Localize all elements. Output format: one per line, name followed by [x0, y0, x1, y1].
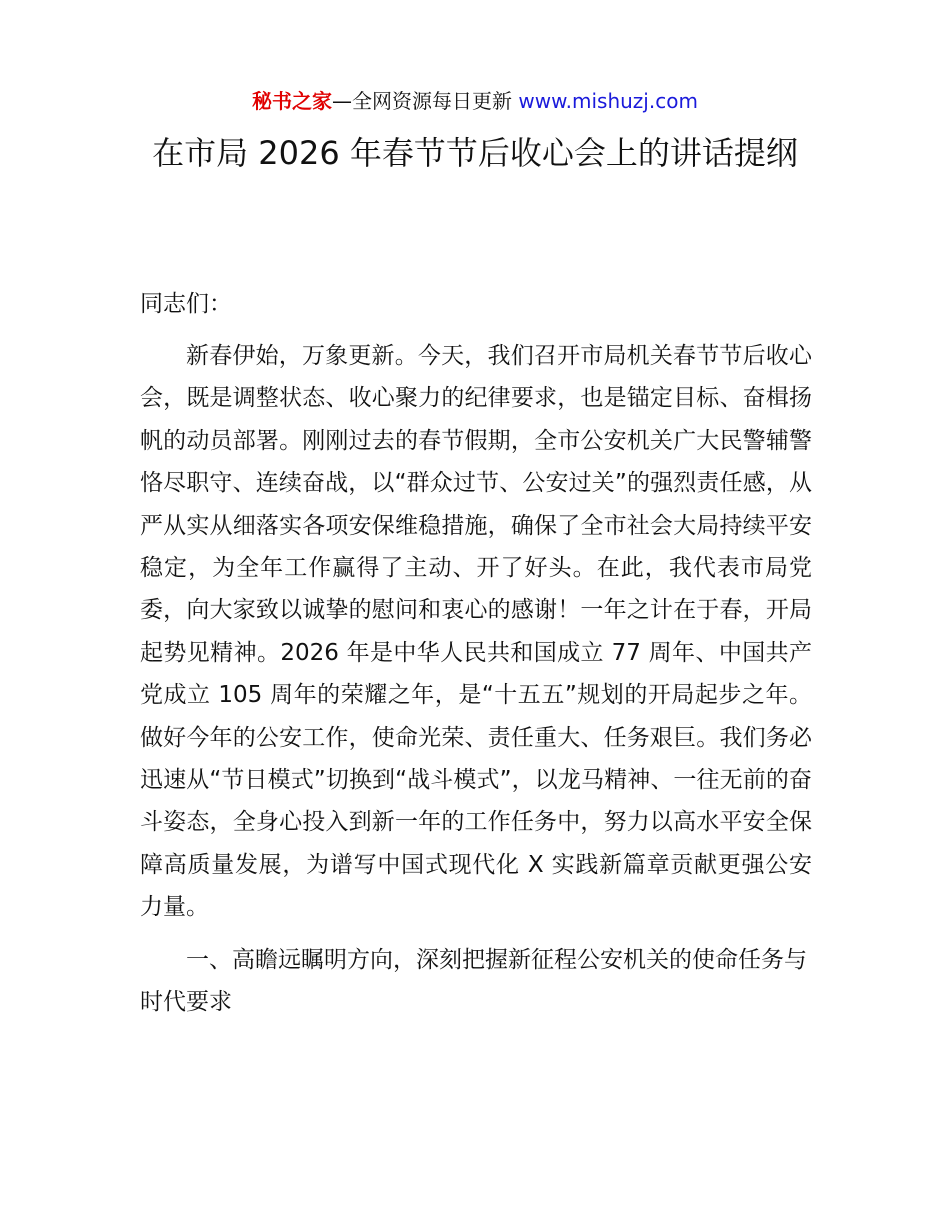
- document-body: [140, 283, 812, 1023]
- document-title: 在市局 2026 年春节节后收心会上的讲话提纲: [152, 134, 798, 172]
- body-paragraph: 新春伊始，万象更新。今天，我们召开市局机关春节节后收心会，既是调整状态、收心聚力的纪律要求，也是锚定目标、奋楫扬帆的动员部署。刚刚过去的春节假期，全市公安机关广大民警辅警恪尽职守、连续奋战，以“群众过节、公安过关”的强烈责任感，从严从实从细落实各项安保维稳措施，确保了全市社会大局持续平安稳定，为全年工作赢得了主动、开了好头。在此，我代表市局党委，向大家致以诚挚的慰问和衷心的感谢！一年之计在于春，开局起势见精神。2026 年是中华人民共和国成立 77 周年、中国共产党成立 105 周年的荣耀之年，是“十五五”规划的开局起步之年。做好今年的公安工作，使命光荣、责任重大、任务艰巨。我们务必迅速从“节日模式”切换到“战斗模式”，以龙马精神、一往无前的奋斗姿态，全身心投入到新一年的工作任务中，努力以高水平安全保障高质量发展，为谱写中国式现代化 X 实践新篇章贡献更强公安力量。: [140, 343, 812, 921]
- section-heading: 一、高瞻远瞩明方向，深刻把握新征程公安机关的使命任务与时代要求: [140, 946, 807, 1015]
- salutation: 同志们：: [140, 291, 232, 317]
- site-url-link[interactable]: www.mishuzj.com: [518, 89, 698, 113]
- site-header: [0, 86, 950, 116]
- site-tagline: —全网资源每日更新: [332, 89, 519, 113]
- site-brand: 秘书之家: [252, 89, 333, 113]
